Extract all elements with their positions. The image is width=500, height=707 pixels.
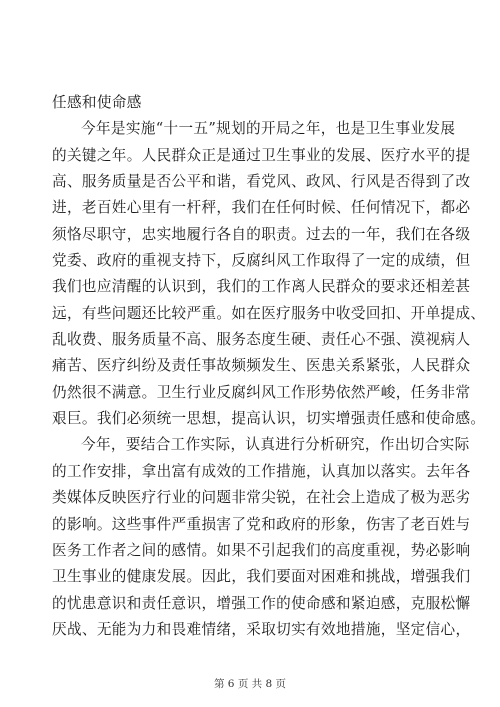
text-line: 须恪尽职守，忠实地履行各自的职责。过去的一年，我们在各级 (52, 225, 471, 243)
text-line: 的关键之年。人民群众正是通过卫生事业的发展、医疗水平的提 (52, 146, 471, 164)
text-line: 今年，要结合工作实际，认真进行分析研究，作出切合实际 (81, 436, 470, 454)
text-line: 医务工作者之间的感情。如果不引起我们的高度重视，势必影响 (52, 541, 471, 559)
text-line: 艰巨。我们必须统一思想，提高认识，切实增强责任感和使命感。 (52, 410, 486, 428)
text-line: 远，有些问题还比较严重。如在医疗服务中收受回扣、开单提成、 (52, 304, 486, 322)
text-line: 任感和使命感 (52, 94, 142, 111)
text-line: 我们也应清醒的认识到，我们的工作离人民群众的要求还相差甚 (52, 278, 471, 296)
text-line: 仍然很不满意。卫生行业反腐纠风工作形势依然严峻，任务非常 (52, 383, 471, 401)
text-line: 痛苦、医疗纠纷及责任事故频频发生、医患关系紧张，人民群众 (52, 357, 471, 375)
text-line: 的影响。这些事件严重损害了党和政府的形象，伤害了老百姓与 (52, 515, 471, 533)
text-line: 类媒体反映医疗行业的问题非常尖锐，在社会上造成了极为恶劣 (52, 489, 471, 507)
text-line: 的忧患意识和责任意识，增强工作的使命感和紧迫感，克服松懈 (52, 594, 471, 612)
text-line: 厌战、无能为力和畏难情绪，采取切实有效地措施，坚定信心， (52, 620, 471, 638)
text-line: 的工作安排，拿出富有成效的工作措施，认真加以落实。去年各 (52, 462, 471, 480)
text-line: 高、服务质量是否公平和谐，看党风、政风、行风是否得到了改 (52, 173, 471, 191)
text-line: 今年是实施“十一五”规划的开局之年，也是卫生事业发展 (81, 120, 456, 138)
text-line: 乱收费、服务质量不高、服务态度生硬、责任心不强、漠视病人 (52, 331, 471, 349)
text-line: 卫生事业的健康发展。因此，我们要面对困难和挑战，增强我们 (52, 568, 471, 586)
page-footer: 第 6 页 共 8 页 (213, 678, 287, 690)
text-line: 进，老百姓心里有一杆秤，我们在任何时候、任何情况下，都必 (52, 199, 471, 217)
body-text (52, 90, 486, 643)
text-line: 党委、政府的重视支持下，反腐纠风工作取得了一定的成绩，但 (52, 252, 471, 270)
